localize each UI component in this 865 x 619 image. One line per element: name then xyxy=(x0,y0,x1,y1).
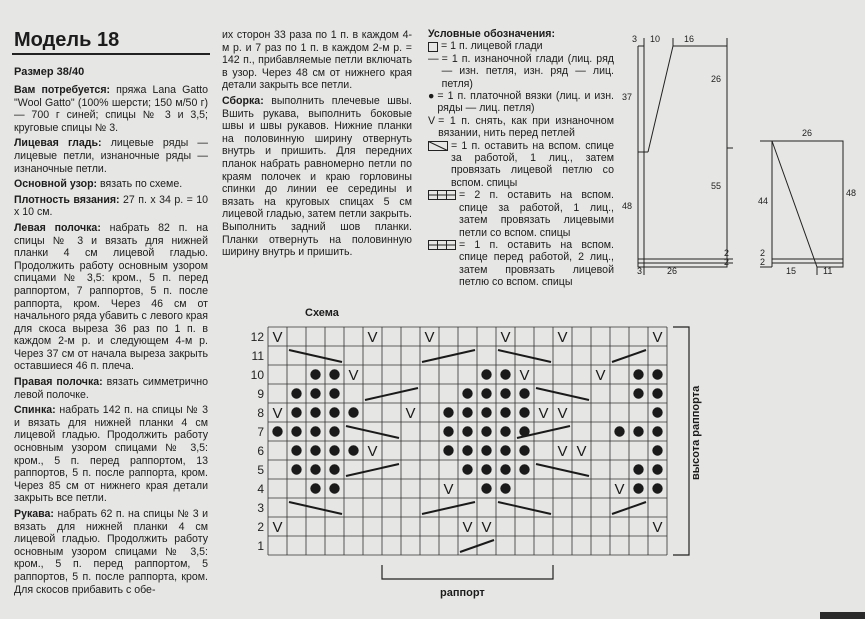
front-label-55: 55 xyxy=(711,181,722,191)
slip-v-symbol: V xyxy=(500,329,511,346)
sleeve-label-2b: 2 xyxy=(760,257,766,267)
garter-dot xyxy=(329,483,339,493)
cross-stitch-line xyxy=(498,350,551,362)
dash-icon: — xyxy=(428,52,439,65)
garter-dot xyxy=(500,369,510,379)
garter-dot xyxy=(462,388,472,398)
garter-dot xyxy=(500,426,510,436)
gauge-label: Плотность вязания: xyxy=(14,193,120,206)
garter-dot xyxy=(519,407,529,417)
garter-dot xyxy=(348,407,358,417)
materials-paragraph xyxy=(14,84,208,134)
garment-pattern-diagrams xyxy=(620,30,865,280)
legend-item-knit xyxy=(428,40,614,52)
garter-dot xyxy=(481,483,491,493)
page-bottom-bar xyxy=(820,612,865,619)
legend-item-purl xyxy=(428,53,614,90)
row-number: 2 xyxy=(257,520,264,534)
slip-v-symbol: V xyxy=(652,329,663,346)
garter-dot xyxy=(291,407,301,417)
sleeve-label-44: 44 xyxy=(758,196,769,206)
garter-dot xyxy=(443,407,453,417)
legend-item-garter xyxy=(428,90,614,115)
garter-dot xyxy=(633,369,643,379)
garter-dot xyxy=(481,426,491,436)
back-paragraph xyxy=(14,404,208,505)
cross-2-1-icon xyxy=(428,190,456,200)
sleeve-label: Рукава: xyxy=(14,508,54,520)
assembly-paragraph xyxy=(222,95,412,259)
slip-v-symbol: V xyxy=(595,367,606,384)
sleeve-label-2a: 2 xyxy=(760,248,766,258)
garter-dot xyxy=(500,483,510,493)
slip-v-symbol: V xyxy=(519,367,530,384)
row-number: 12 xyxy=(250,330,264,344)
main-pattern-paragraph xyxy=(14,178,208,191)
slip-v-symbol: V xyxy=(576,443,587,460)
slip-v-symbol: V xyxy=(272,405,283,422)
sleeve-label-48: 48 xyxy=(846,188,857,198)
cross-stitch-line xyxy=(289,350,342,362)
legend-text-slip: = 1 п. снять, как при изнаночном вязании, нить перед петлей xyxy=(438,114,614,140)
slip-v-symbol: V xyxy=(367,443,378,460)
garter-dot xyxy=(481,388,491,398)
slip-v-symbol: V xyxy=(272,329,283,346)
front-label-26-right: 26 xyxy=(711,74,722,84)
materials-label: Вам потребуется: xyxy=(14,84,111,96)
row-number: 3 xyxy=(257,501,264,515)
front-label-2b: 2 xyxy=(724,257,730,267)
slip-v-symbol: V xyxy=(481,519,492,536)
slip-v-symbol: V xyxy=(557,405,568,422)
slip-v-symbol: V xyxy=(348,367,359,384)
garter-dot xyxy=(519,464,529,474)
garter-dot xyxy=(291,388,301,398)
stockinette-paragraph xyxy=(14,137,208,175)
sleeve-outline xyxy=(772,141,843,267)
garter-dot xyxy=(481,407,491,417)
front-label-2a: 2 xyxy=(724,248,730,258)
front-label-3-bottom: 3 xyxy=(637,266,643,276)
cross-stitch-line xyxy=(346,464,399,476)
right-front-paragraph xyxy=(14,376,208,401)
repeat-height-bracket xyxy=(673,327,689,555)
gauge-text: 27 п. х 34 р. = 10 х 10 см. xyxy=(14,193,209,219)
front-label-10: 10 xyxy=(650,34,661,44)
row-number: 1 xyxy=(257,539,264,553)
garter-dot xyxy=(481,464,491,474)
slip-v-symbol: V xyxy=(557,329,568,346)
legend-text-cross2: = 2 п. оставить на вспом. спице за работой, 1 лиц., затем провязать лицевыми петли со вспом. спицы xyxy=(459,189,614,239)
slip-v-symbol: V xyxy=(405,405,416,422)
instructions-column-2 xyxy=(222,29,412,262)
garter-dot xyxy=(272,426,282,436)
cross-stitch-line xyxy=(498,502,551,514)
slip-v-symbol: V xyxy=(424,329,435,346)
stitch-chart xyxy=(240,315,700,615)
garter-dot xyxy=(348,445,358,455)
garter-dot xyxy=(633,464,643,474)
garter-dot xyxy=(443,445,453,455)
legend-text-cross1: = 1 п. оставить на вспом. спице за работой, 1 лиц., затем провязать лицевой петлю со вспом. спицы xyxy=(451,139,614,189)
title-underline xyxy=(12,53,210,55)
garter-dot xyxy=(462,445,472,455)
cross-stitch-line xyxy=(346,426,399,438)
row-number: 11 xyxy=(251,349,264,363)
slip-v-symbol: V xyxy=(462,519,473,536)
garter-dot xyxy=(329,464,339,474)
front-label-26-bottom: 26 xyxy=(667,266,678,276)
left-front-paragraph xyxy=(14,222,208,373)
left-front-label: Левая полочка: xyxy=(14,221,101,234)
legend-item-slip xyxy=(428,115,614,140)
garter-dot xyxy=(291,464,301,474)
garter-dot xyxy=(481,445,491,455)
empty-square-icon xyxy=(428,42,438,52)
v-symbol-icon: V xyxy=(428,114,436,127)
gauge-paragraph xyxy=(14,194,208,219)
garter-dot xyxy=(462,426,472,436)
garter-dot xyxy=(310,483,320,493)
sleeve-paragraph xyxy=(14,508,208,596)
instructions-column-1 xyxy=(14,84,208,599)
garter-dot xyxy=(500,407,510,417)
front-label-3-top: 3 xyxy=(632,34,638,44)
legend-item-cross1 xyxy=(428,140,614,190)
back-label: Спинка: xyxy=(14,404,56,417)
sleeve-label-15: 15 xyxy=(786,266,797,276)
legend-text-purl: = 1 п. изнаночной глади (лиц. ряд — изн. петля, изн. ряд — лиц. петля) xyxy=(441,52,614,90)
row-number: 4 xyxy=(257,482,264,496)
sleeve-label-26: 26 xyxy=(802,128,813,138)
garter-dot xyxy=(500,445,510,455)
garter-dot xyxy=(329,407,339,417)
garter-dot xyxy=(500,464,510,474)
garter-dot xyxy=(519,445,529,455)
legend-text-knit: = 1 п. лицевой глади xyxy=(441,40,543,53)
cross-stitch-line xyxy=(289,502,342,514)
stockinette-text: лицевые ряды — лицевые петли, изнаночные ряды — изнаночные петли. xyxy=(14,137,208,175)
back-text: набрать 142 п. на спицы № 3 и вязать для нижней планки 4 см лицевой гладью. Продолжить работу основным узором спицами № 3,5: кром., 5 п. перед раппортом, 13 раппортов, 5 п. после раппорта, кром. Через 85 см от нижнего края детали закрыть все петли. xyxy=(14,404,208,505)
garter-dot xyxy=(652,369,662,379)
right-front-text: вязать симметрично левой полочке. xyxy=(14,376,208,401)
garter-dot xyxy=(310,369,320,379)
legend-text-garter: = 1 п. платочной вязки (лиц. и изн. ряды — лиц. петля) xyxy=(437,90,614,115)
slip-v-symbol: V xyxy=(272,519,283,536)
right-front-label: Правая полочка: xyxy=(14,376,103,389)
dot-icon: ● xyxy=(428,90,435,103)
main-pattern-text: вязать по схеме. xyxy=(100,178,183,191)
front-label-48: 48 xyxy=(622,201,633,211)
repeat-height-label: высота раппорта xyxy=(690,385,702,480)
stockinette-label: Лицевая гладь: xyxy=(14,137,102,150)
garter-dot xyxy=(652,483,662,493)
main-pattern-label: Основной узор: xyxy=(14,178,98,191)
size-heading: Размер 38/40 xyxy=(14,66,85,78)
repeat-label: раппорт xyxy=(440,587,485,599)
garter-dot xyxy=(652,464,662,474)
garter-dot xyxy=(633,426,643,436)
assembly-text: выполнить плечевые швы. Вшить рукава, выполнить боковые швы и швы рукавов. Нижние планки на половинную ширину отвернуть внутрь и пришить. Для передних планок набрать равномерно петли по краям полочек и краю горловины спинки до линии ее середины и вязать на круговых спицах 5 см лицевой гладью, затем петли закрыть. Выполнить задний шов планки. Планки отвернуть на половинную ширину внутрь и пришить. xyxy=(222,94,412,259)
row-number: 5 xyxy=(257,463,264,477)
slip-v-symbol: V xyxy=(367,329,378,346)
schema-title: Схема xyxy=(305,307,339,319)
garter-dot xyxy=(310,445,320,455)
garter-dot xyxy=(443,426,453,436)
legend-text-cross3: = 1 п. оставить на вспом. спице перед работой, 2 лиц., затем провязать лицевой петлю со вспом. спицы xyxy=(459,238,614,289)
garter-dot xyxy=(462,464,472,474)
garter-dot xyxy=(633,483,643,493)
front-label-16: 16 xyxy=(684,34,695,44)
slip-v-symbol: V xyxy=(538,405,549,422)
slip-v-symbol: V xyxy=(614,481,625,498)
model-title: Модель 18 xyxy=(14,29,120,51)
slip-v-symbol: V xyxy=(443,481,454,498)
cross-stitch-line xyxy=(365,388,418,400)
sleeve-continued-text: их сторон 33 раза по 1 п. в каждом 4-м р. и 7 раз по 1 п. в каждом 2-м р. = 142 п., прибавляемые петли включать в узор. Через 48 см от нижнего края детали закрыть все петли. xyxy=(222,29,412,92)
garter-dot xyxy=(329,445,339,455)
materials-text: пряжа Lana Gatto "Wool Gatto" (100% шерсти; 150 м/50 г) — 700 г синей; спицы № 3 и 3,5; круговые спицы № 3. xyxy=(14,84,209,134)
garter-dot xyxy=(652,426,662,436)
slip-v-symbol: V xyxy=(557,443,568,460)
repeat-bracket xyxy=(382,565,553,579)
garter-dot xyxy=(652,445,662,455)
row-number: 8 xyxy=(257,406,264,420)
garter-dot xyxy=(291,426,301,436)
garter-dot xyxy=(633,388,643,398)
garter-dot xyxy=(500,388,510,398)
garter-dot xyxy=(652,388,662,398)
garter-dot xyxy=(652,407,662,417)
legend xyxy=(428,28,614,289)
garter-dot xyxy=(481,369,491,379)
garter-dot xyxy=(310,407,320,417)
front-label-37: 37 xyxy=(622,92,633,102)
row-number: 7 xyxy=(257,425,264,439)
row-number: 6 xyxy=(257,444,264,458)
legend-title: Условные обозначения: xyxy=(428,28,555,40)
garter-dot xyxy=(329,426,339,436)
sleeve-label-11: 11 xyxy=(823,266,833,276)
garter-dot xyxy=(291,445,301,455)
garter-dot xyxy=(310,426,320,436)
cross-stitch-line xyxy=(422,502,475,514)
garter-dot xyxy=(329,388,339,398)
garter-dot xyxy=(462,407,472,417)
row-number: 10 xyxy=(250,368,264,382)
garter-dot xyxy=(519,388,529,398)
assembly-label: Сборка: xyxy=(222,94,264,107)
cross-stitch-line xyxy=(422,350,475,362)
cross-stitch-line xyxy=(536,388,589,400)
garter-dot xyxy=(329,369,339,379)
garter-dot xyxy=(614,426,624,436)
garter-dot xyxy=(310,388,320,398)
cross-stitch-line xyxy=(536,464,589,476)
cross-1-1-icon xyxy=(428,141,448,151)
left-front-text: набрать 82 п. на спицы № 3 и вязать для нижней планки 4 см лицевой гладью. Продолжить работу основным узором спицами № 3,5: кром., 5 п. перед раппортом, 7 раппортов, 5 п. после раппорта, кром. Через 46 см от начального ряда убавить с левого края для скоса выреза 36 раз по 1 п. в каждом 2-м р. и следующем 4-м р. Через 37 см от начала выреза закрыть оставшиеся 46 п. плеча. xyxy=(14,221,208,373)
row-number: 9 xyxy=(257,387,264,401)
legend-item-cross3 xyxy=(428,239,614,289)
legend-item-cross2 xyxy=(428,189,614,239)
sleeve-continued-paragraph xyxy=(222,29,412,92)
cross-1-2-icon xyxy=(428,240,456,250)
slip-v-symbol: V xyxy=(652,519,663,536)
sleeve-text: набрать 62 п. на спицы № 3 и вязать для нижней планки 4 см лицевой гладью. Продолжить работу основным узором спицами № 3,5: кром., 5 п. перед раппортом, 5 раппортов, 5 п. после раппорта, кром. Для скосов прибавить с обе- xyxy=(14,508,208,596)
garter-dot xyxy=(310,464,320,474)
